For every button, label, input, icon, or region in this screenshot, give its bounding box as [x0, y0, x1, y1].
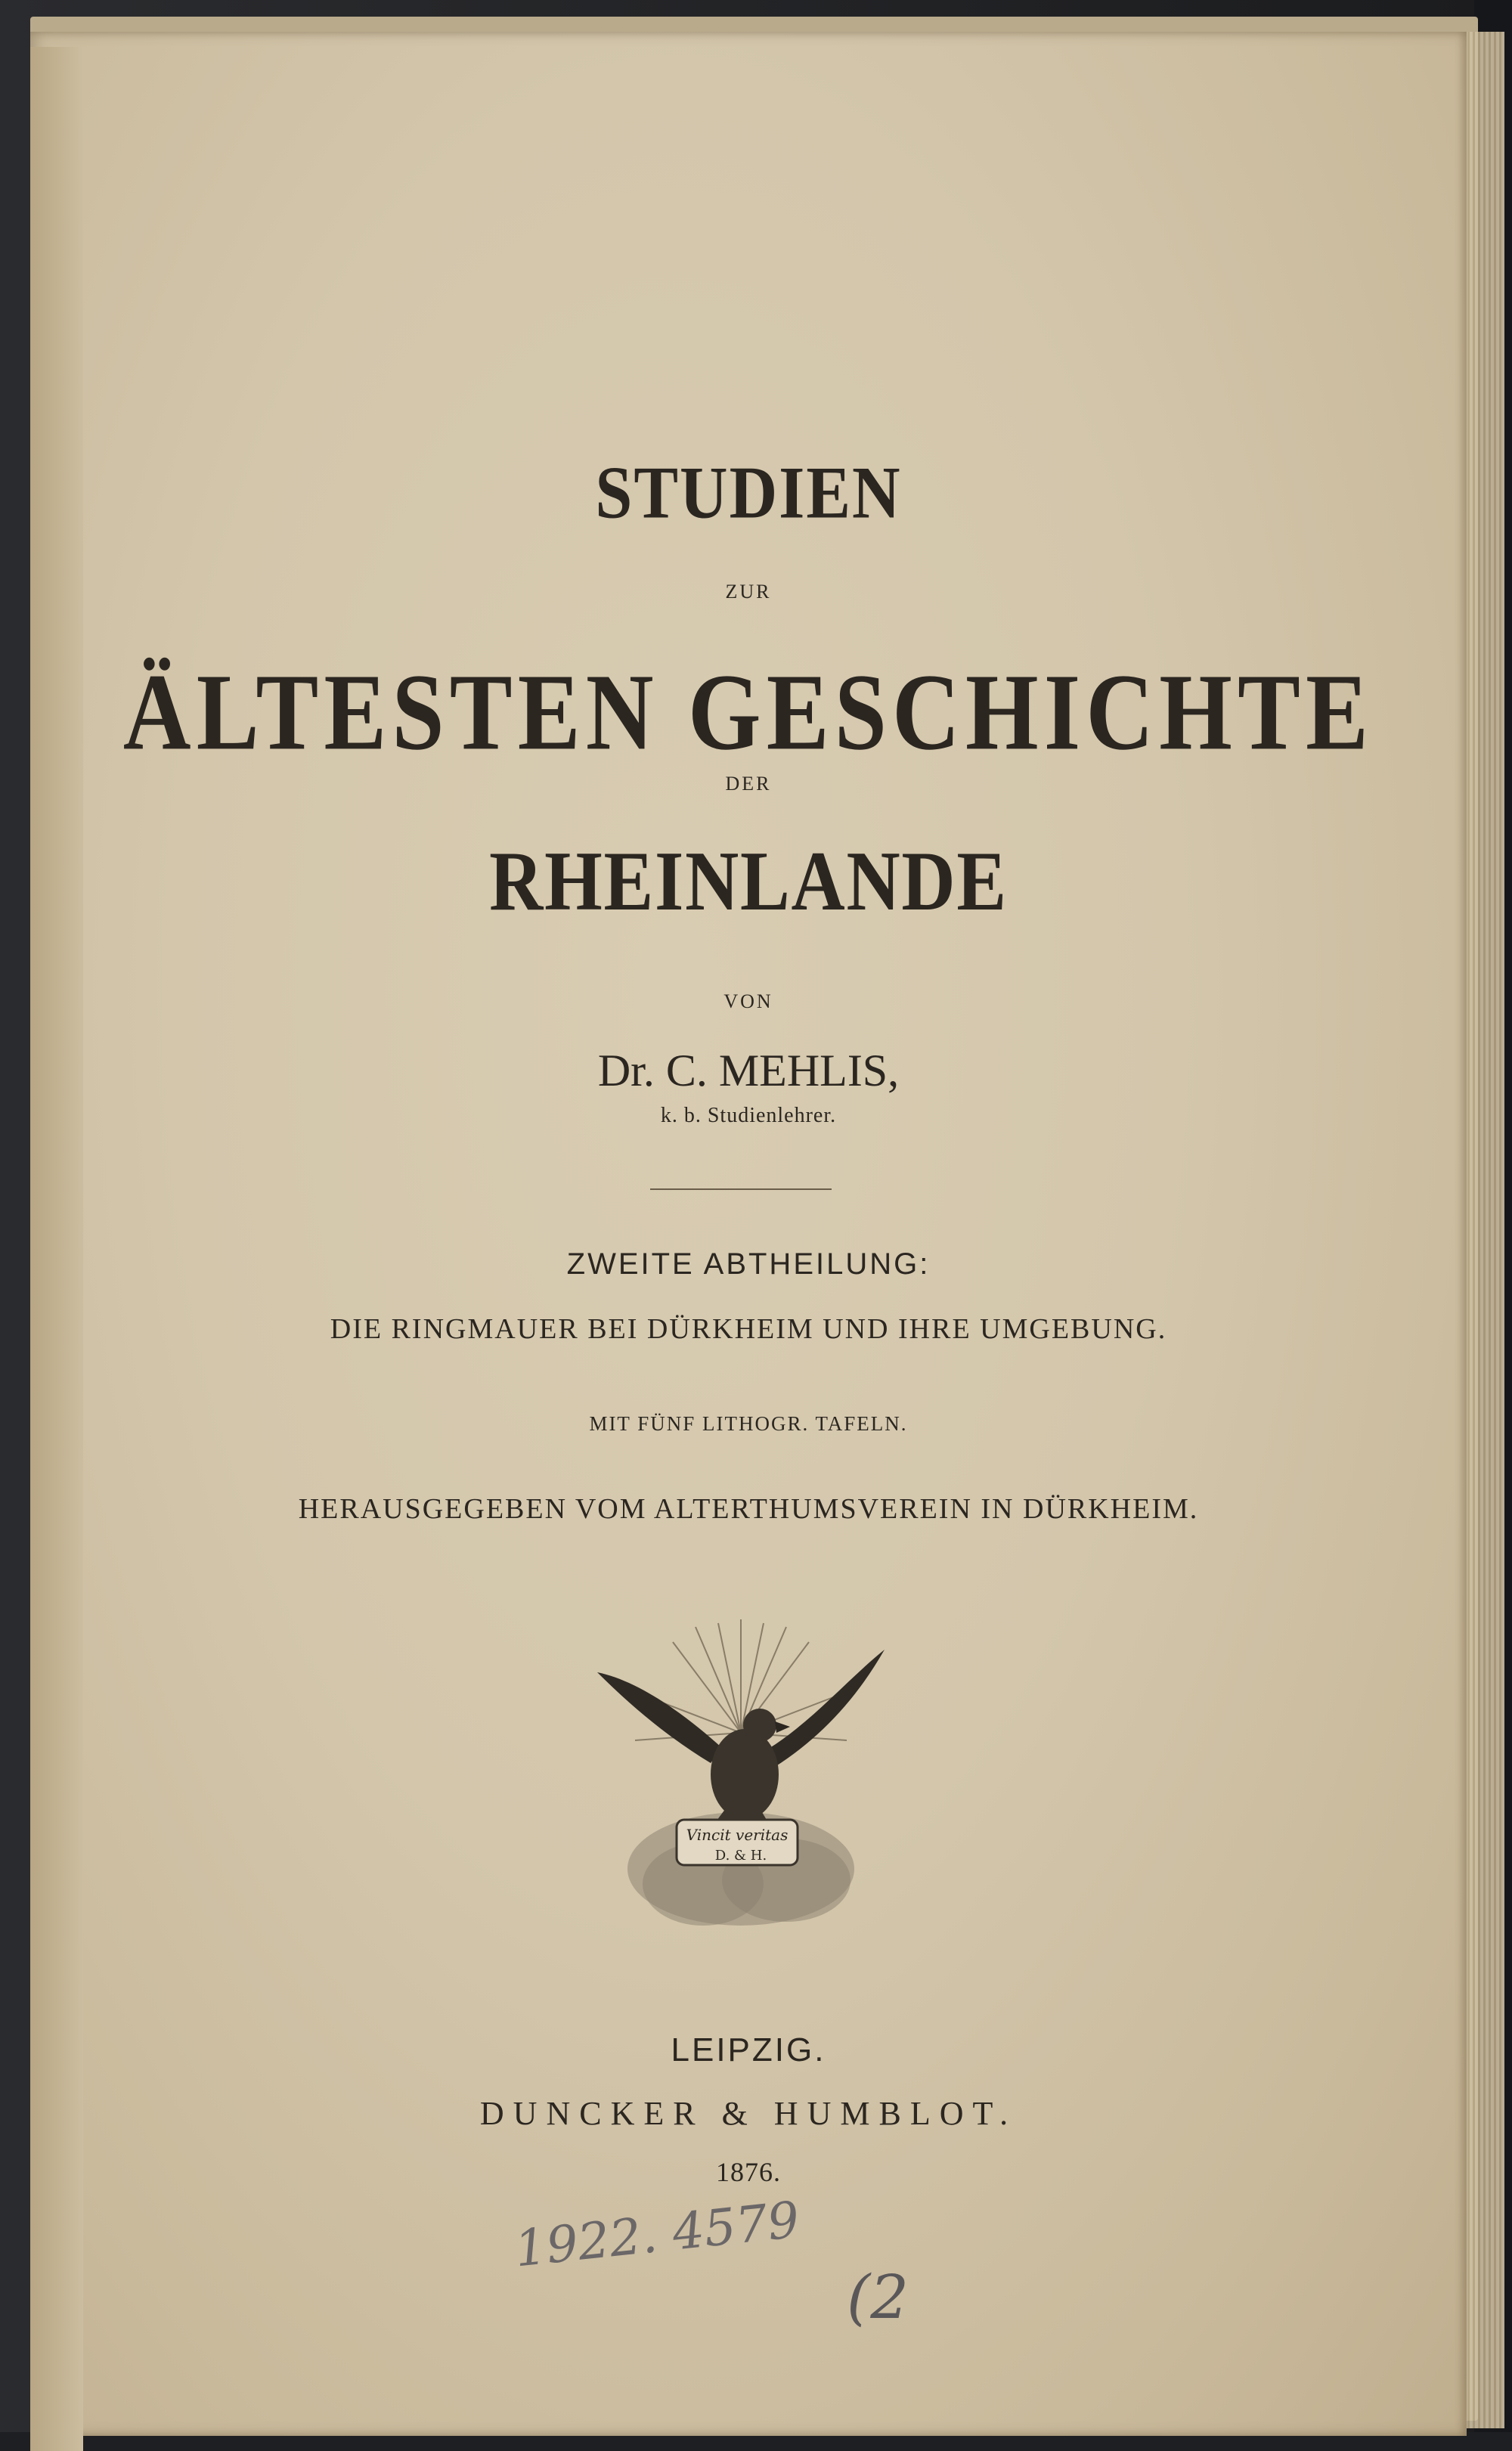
- by-line: VON: [723, 990, 773, 1012]
- connector-der: DER: [725, 773, 772, 795]
- handwritten-shelfmark: 1922. 4579: [512, 2190, 802, 2279]
- publisher-name: DUNCKER & HUMBLOT.: [479, 2095, 1018, 2132]
- publisher-note: HERAUSGEGEBEN VOM ALTERTHUMSVEREIN IN DÜRKHEIM.: [298, 1493, 1199, 1525]
- publication-city: LEIPZIG.: [671, 2031, 826, 2068]
- handwritten-volume-mark: (2: [847, 2262, 909, 2332]
- title-page: [30, 32, 1467, 2436]
- page-stack: [30, 17, 1478, 2421]
- publication-year: 1876.: [716, 2157, 781, 2187]
- emblem-motto: Vincit veritas: [686, 1826, 789, 1844]
- title-line-2: ÄLTESTEN GESCHICHTE: [122, 651, 1374, 773]
- author-name: Dr. C. MEHLIS,: [597, 1046, 900, 1095]
- title-line-3: RHEINLANDE: [489, 835, 1008, 928]
- eagle-emblem-icon: [590, 1619, 892, 1937]
- plates-note: MIT FÜNF LITHOGR. TAFELN.: [589, 1412, 908, 1435]
- divider-rule: [650, 1188, 832, 1190]
- author-role: k. b. Studienlehrer.: [660, 1104, 837, 1127]
- title-line-1: STUDIEN: [595, 452, 902, 535]
- part-heading: ZWEITE ABTHEILUNG:: [566, 1247, 931, 1281]
- emblem-initials: D. & H.: [714, 1848, 767, 1864]
- subtitle: DIE RINGMAUER BEI DÜRKHEIM UND IHRE UMGEBUNG.: [330, 1313, 1167, 1345]
- connector-zur: ZUR: [725, 581, 772, 603]
